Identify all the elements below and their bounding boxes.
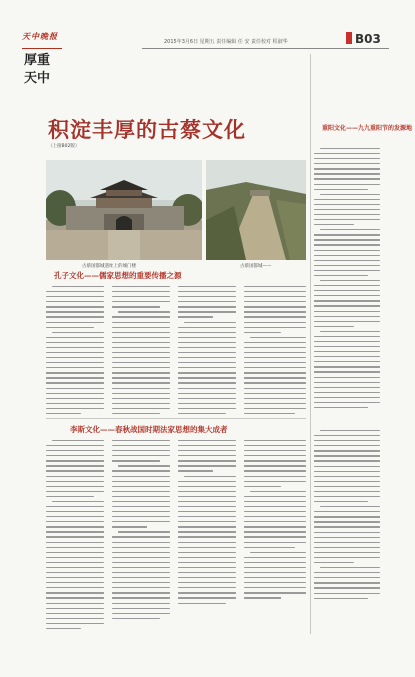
photo-caption: 古蔡国都城—— [240, 264, 272, 269]
issue-meta: 2015年3月6日 星期五 责任编辑 任 安 责任校对 程淑华 [164, 39, 288, 45]
text-column [314, 430, 380, 603]
photo-city-gate [46, 160, 202, 260]
article-byline: （上接B02版） [48, 144, 80, 149]
section-heading-text: 李斯文化——春秋战国时期法家思想的集大成者 [70, 425, 228, 434]
column-divider [310, 54, 311, 634]
page-number: B03 [355, 32, 381, 46]
section-heading [322, 123, 412, 132]
section-heading-text: 重阳文化——九九重阳节的发源地 [322, 125, 413, 132]
section-heading-text: 孔子文化——儒家思想的重要传播之源 [54, 271, 182, 280]
newspaper-logo [22, 24, 62, 49]
text-column [112, 286, 170, 418]
article-title: 积淀丰厚的古蔡文化 [48, 117, 246, 142]
text-column [178, 440, 236, 608]
text-column [46, 440, 104, 633]
section-heading [70, 424, 228, 435]
text-column [178, 286, 236, 418]
page-badge [346, 32, 352, 44]
text-column [244, 286, 306, 418]
text-column [314, 148, 380, 412]
text-column [46, 286, 104, 418]
text-column [244, 440, 306, 603]
logo-text: 天中晚报 [22, 32, 58, 41]
text-column [112, 440, 170, 623]
section-heading [54, 270, 182, 281]
photo-city-wall [206, 160, 306, 260]
photo-caption: 古蔡国都城遗址上的城门楼 [82, 264, 136, 269]
section-divider [46, 418, 306, 419]
column-name: 厚重天中 [24, 53, 51, 86]
header-rule [142, 48, 389, 49]
